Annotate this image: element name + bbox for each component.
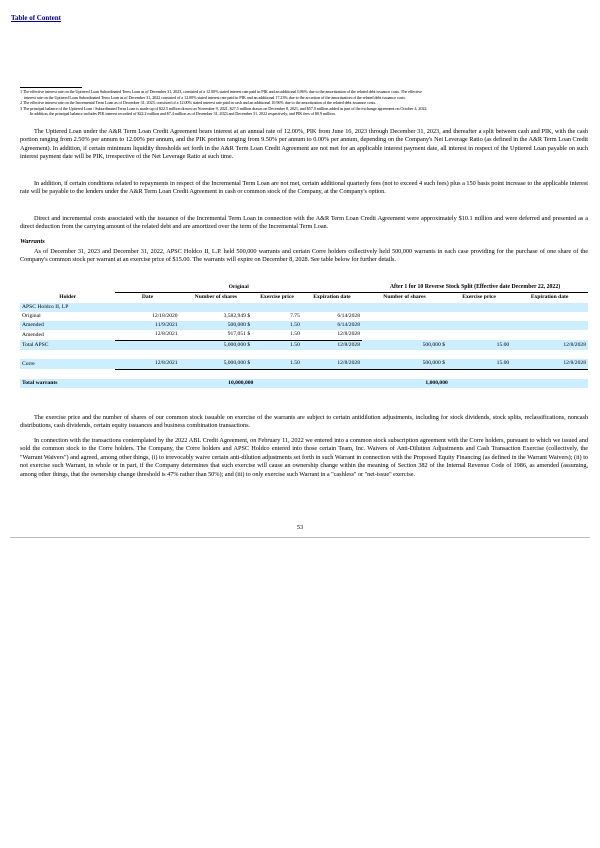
cell-date: 12/18/2020 (152, 312, 178, 319)
table-of-content-link[interactable]: Table of Content (11, 14, 61, 22)
col-expiration: Expiration date (313, 294, 351, 301)
cell-holder: Amended (20, 321, 115, 330)
cell-after-shares: 500,000 (422, 360, 441, 367)
footnote-2: 2 The effective interest rate on the Incremental Term Loan as of December 31, 2023, consisted of a 12.00% stated interest rate paid in cash and an additional 10.96% due to the amortization of the related debt issuance costs. (20, 100, 376, 106)
table-column-header (20, 293, 588, 303)
group-after-split: After 1 for 10 Reverse Stock Split (Effective date December 22, 2022) (362, 283, 588, 293)
cell-expiration: 12/8/2028 (302, 359, 362, 369)
cell-after-expiration: 12/8/2028 (511, 340, 588, 350)
table-row (20, 330, 588, 340)
cell-expiration: 6/14/2028 (302, 321, 362, 330)
cell-holder: Original (22, 312, 41, 319)
cell-price: 1.50 (252, 340, 302, 350)
currency-symbol: $ (442, 341, 445, 348)
cell-holder: Total APSC (20, 340, 115, 350)
cell-total-after-shares: 1,000,000 (362, 379, 511, 388)
table-row (20, 312, 588, 321)
col-shares: Number of shares (194, 294, 238, 301)
col-price: Exercise price (260, 294, 294, 301)
cell-date: 11/9/2021 (115, 321, 179, 330)
cell-price: 1.50 (252, 330, 302, 340)
cell-total-label: Total warrants (20, 379, 115, 388)
currency-symbol: $ (247, 360, 251, 367)
cell-after-price: 15.00 (447, 359, 511, 369)
paragraph-warrants-held: As of December 31, 2023 and December 31, 2022, APSC Holdco II, L.P. held 500,000 warrants and certain Corre holders collectively held 500,000 warrants in each case providing for the purchase of one share of the Company's common stock per warrant at an exercise price of $15.00. The warrants will expire on December 8, 2028. See table below for further details. (20, 248, 588, 264)
currency-symbol: $ (247, 331, 251, 338)
warrants-table (20, 283, 588, 388)
table-row (20, 303, 588, 312)
cell-expiration: 6/14/2028 (337, 312, 360, 319)
paragraph-direct-costs: Direct and incremental costs associated with the issuance of the Incremental Term Loan in connection with the A&R Term Loan Credit Agreement were approximately $10.1 million and were deferred and presented as a direct deduction from the carrying amount of the related debt and are amortized over the term of the Incremental Term Loan. (20, 215, 588, 231)
currency-symbol: $ (442, 360, 445, 367)
paragraph-incremental-fees: In addition, if certain conditions related to repayments in respect of the Incremental Term Loan are not met, certain additional quarterly fees (not to exceed 4 such fees) plus a 150 basis point increase to the applicable interest rate will be payable to the lenders under the A&R Term Loan Credit Agreement in cash or common stock of the Company, at the Company's option. (20, 180, 588, 196)
warrants-heading: Warrants (20, 238, 45, 245)
cell-after-price: 15.00 (447, 340, 511, 350)
currency-symbol: $ (247, 312, 251, 319)
currency-symbol: $ (247, 341, 251, 348)
table-group-header (20, 283, 588, 293)
cell-holder: APSC Holdco II, LP (20, 303, 115, 312)
cell-shares: 5,000,000 (223, 341, 246, 348)
table-row-total-apsc (20, 340, 588, 350)
paragraph-subscription-agreement: In connection with the transactions contemplated by the 2022 ABL Credit Agreement, on February 11, 2022 we entered into a common stock subscription agreement with the Corre holders, pursuant to which we issued and sold the common stock to the Corre holders. The Company, the Corre holders and APSC Holdco entered into those certain Team, Inc. Waivers of Anti-Dilution Adjustments and Cash Transaction Exercise (collectively, the "Warrant Waivers") and agreed, among other things, (i) to irrevocably waive certain anti-dilution adjustments set forth in such Warrant in connection with the Proposed Equity Financing (as defined in the Warrant Waivers); (ii) to not exercise such Warrant, in whole or in part, if the Company determines that such exercise will cause an ownership change within the meaning of Section 382 of the Internal Revenue Code of 1986, as amended (assuming, among other things, that the ownership change threshold is 47% rather than 50%); and (iii) to only exercise such Warrant in a "cashless" or "net-issue" exercise. (20, 437, 588, 478)
cell-holder: Corre (20, 359, 115, 369)
cell-shares: 3,582,949 (223, 312, 246, 319)
table-row (20, 321, 588, 330)
footnote-divider (20, 87, 82, 88)
footnotes (20, 89, 588, 117)
table-row-total-warrants (20, 379, 588, 388)
cell-after-shares: 500,000 (422, 341, 441, 348)
cell-shares: 5,000,000 (223, 360, 246, 367)
cell-total-shares: 10,000,000 (180, 379, 302, 388)
cell-holder: Amended (22, 331, 44, 338)
page-divider (10, 537, 590, 538)
cell-expiration: 12/8/2028 (302, 340, 362, 350)
footnote-1-continued: interest rate on the Uptiered Loan Subordinated Term Loan as of December 31, 2022 consisted of a 12.00% stated interest rate paid in PIK and an additional 17.23% due to the accretion of the amortization of the related debt issuance costs. (24, 94, 406, 100)
paragraph-uptiered-loan: The Uptiered Loan under the A&R Term Loan Credit Agreement bears interest at an annual rate of 12.00%, PIK from June 16, 2023 through December 31, 2023, and thereafter a split between cash and PIK, with the cash portion ranging from 2.50% per annum to 12.00% per annum, and the PIK portion ranging from 9.50% per annum to 0.00% per annum, depending on the Company's Net Leverage Ratio (as defined in the A&R Term Loan Credit Agreement). In addition, if certain minimum liquidity thresholds set forth in the A&R Term Loan Credit Agreement are not met for an applicable interest payment date, all interest in respect of the Uptiered Loan payable on such interest payment date will be PIK, irrespective of the Net Leverage Ratio at such time. (20, 128, 588, 161)
footnote-3: 3 The principal balance of the Uptiered Loan / Subordinated Term Loan is made up of $22.5 million drawn on November 9, 2021, $27.5 million drawn on December 8, 2021, and $57.0 million added as part of the exchange agreement on October 4, 2022. (20, 105, 428, 111)
cell-shares: 500,000 (227, 322, 246, 329)
cell-price: 1.50 (252, 359, 302, 369)
table-spacer (20, 369, 588, 379)
currency-symbol: $ (247, 322, 251, 329)
page-number: 53 (296, 524, 304, 531)
cell-expiration: 12/8/2028 (302, 330, 362, 340)
cell-date: 12/8/2021 (115, 330, 179, 340)
col-after-price: Exercise price (462, 294, 496, 301)
table-row-corre (20, 359, 588, 369)
cell-date: 12/8/2021 (115, 359, 179, 369)
cell-price: 1.50 (252, 321, 302, 330)
cell-shares: 917,051 (227, 331, 246, 338)
table-spacer (20, 350, 588, 359)
paragraph-antidilution: The exercise price and the number of shares of our common stock issuable on exercise of the warrants are subject to certain antidilution adjustments, including for stock dividends, stock splits, reclassifications, noncash distributions, cash dividends, certain equity issuances and business combination transactions. (20, 414, 588, 430)
group-original: Original (115, 283, 362, 293)
col-date: Date (141, 294, 154, 301)
cell-price: 7.75 (290, 312, 300, 319)
footnote-3-continued: In addition, the principal balance includes PIK interest recorded of $22.2 million and $7.4 million as of December 31, 2023 and December 31, 2022 respectively, and PIK fees of $0.9 million. (30, 111, 336, 117)
col-holder: Holder (59, 294, 77, 301)
col-after-expiration: Expiration date (530, 294, 569, 301)
footnote-1: 1 The effective interest rate on the Uptiered Loan Subordinated Term Loan as of December 31, 2023, consisted of a 12.00% stated interest rate paid in PIK and an additional 0.86% due to the amortization of the related debt issuance costs. The effective (20, 89, 422, 94)
col-after-shares: Number of shares (383, 294, 426, 301)
cell-after-expiration: 12/8/2028 (511, 359, 588, 369)
